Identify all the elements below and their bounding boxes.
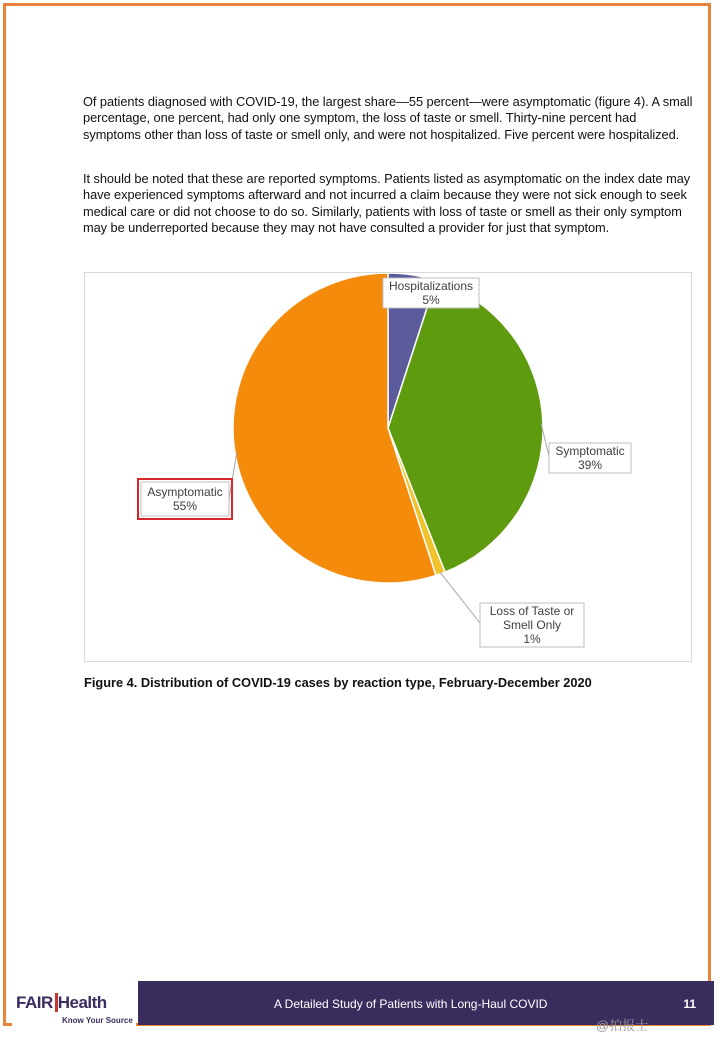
data-label: 55% — [172, 499, 198, 513]
data-label: Loss of Taste or — [489, 604, 575, 618]
data-label: 5% — [422, 293, 440, 307]
logo-fair-text: FAIR — [16, 993, 58, 1012]
footer-title: A Detailed Study of Patients with Long-Haul COVID — [274, 997, 548, 1011]
data-label: 39% — [577, 458, 603, 472]
document-page — [3, 3, 711, 1026]
data-label: Symptomatic — [555, 444, 625, 458]
logo-tagline: Know Your Source — [62, 1016, 133, 1025]
figure-caption: Figure 4. Distribution of COVID-19 cases by reaction type, February-December 2020 — [84, 675, 592, 690]
data-label: Hospitalizations — [388, 279, 474, 293]
body-paragraph-1: Of patients diagnosed with COVID-19, the largest share—55 percent—were asymptomatic (figure 4). A small percentage, one percent, had only one symptom, the loss of taste or smell. Thirty-nine percent had symptoms other than loss of taste or smell only, and were not hospitalized. Five percent were hospitalized. — [83, 94, 693, 142]
pie-chart-container — [84, 272, 692, 662]
body-paragraph-2: It should be noted that these are reported symptoms. Patients listed as asymptomatic on the index date may have experienced symptoms afterward and not incurred a claim because they were not sick enough to seek medical care or did not choose to do so. Similarly, patients with loss of taste or smell as their only symptom may be underreported because they may not have consulted a provider for just that symptom. — [83, 171, 691, 236]
data-label: Asymptomatic — [147, 485, 223, 499]
page-number: 11 — [683, 997, 696, 1011]
logo-health-text: Health — [57, 993, 107, 1012]
fair-health-logo — [12, 981, 136, 1029]
leader-line — [440, 572, 480, 623]
data-label: 1% — [523, 632, 541, 646]
watermark: @拍报士 — [596, 1018, 649, 1033]
pie-chart — [85, 273, 691, 661]
data-label: Smell Only — [502, 618, 562, 632]
